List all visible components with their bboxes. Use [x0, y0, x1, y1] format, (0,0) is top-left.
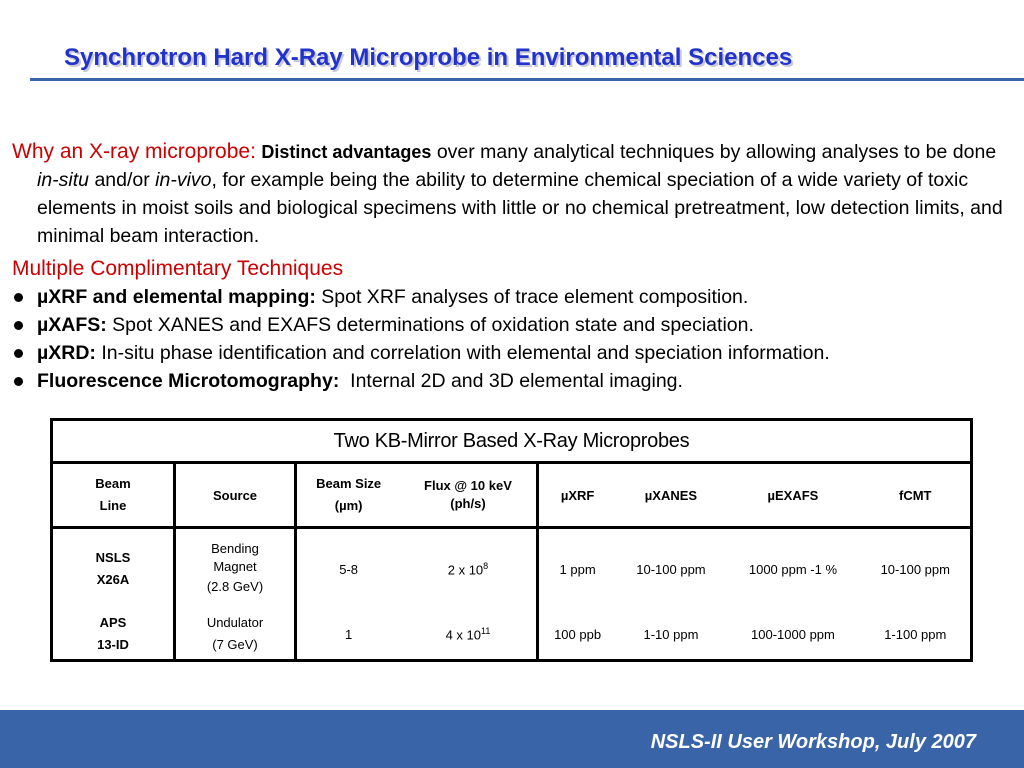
cell-source — [175, 528, 296, 610]
list-item — [12, 311, 1012, 339]
cell-flux-exponent: 11 — [481, 625, 491, 636]
cell-beam-line — [52, 609, 175, 661]
cell-source-2: (7 GeV) — [212, 637, 258, 652]
cell-uexafs: 1000 ppm -1 % — [748, 561, 838, 577]
intro-text-2: and/or — [89, 169, 156, 191]
cell-source-1: Undulator — [206, 615, 264, 630]
cell-uexafs: 100-1000 ppm — [751, 626, 835, 642]
cell-beam-line-1: APS — [99, 615, 127, 630]
cell-beam-line-1: NSLS — [95, 550, 131, 565]
title-underline — [30, 78, 1024, 81]
table-caption: Two KB-Mirror Based X-Ray Microprobes — [52, 420, 972, 463]
technique-label: µXRF and elemental mapping: — [37, 286, 316, 308]
header-source: Source — [175, 463, 296, 528]
list-item — [12, 339, 1012, 367]
techniques-heading: Multiple Complimentary Techniques — [12, 257, 344, 280]
cell-source-1: Bending — [211, 541, 259, 556]
footer-bar — [0, 710, 1024, 768]
header-uxanes: µXANES — [617, 463, 726, 528]
header-beam-size — [296, 463, 401, 528]
header-beam-size-1: Beam Size — [316, 476, 382, 491]
cell-source-2: Magnet — [213, 559, 257, 574]
intro-paragraph — [12, 138, 1012, 250]
technique-text: Internal 2D and 3D elemental imaging. — [339, 370, 683, 392]
cell-fcmt: 10-100 ppm — [880, 561, 950, 577]
slide-body — [12, 138, 1012, 395]
cell-beam-size: 1 — [345, 626, 353, 642]
cell-beam-size: 5-8 — [339, 561, 359, 577]
table-header-row — [52, 463, 972, 528]
cell-flux — [400, 528, 537, 610]
technique-label: µXRD: — [37, 342, 96, 364]
technique-label: µXAFS: — [37, 314, 107, 336]
cell-beam-line — [52, 528, 175, 610]
technique-text: Spot XRF analyses of trace element composition. — [315, 286, 749, 308]
intro-italic-1: in-situ — [37, 169, 90, 191]
bullet-icon — [14, 349, 23, 358]
cell-beam-line-2: 13-ID — [97, 637, 129, 652]
intro-lead: Why an X-ray microprobe: — [12, 140, 256, 163]
intro-text-1: over many analytical techniques by allowing analyses to be done — [431, 141, 997, 163]
bullet-icon — [14, 321, 23, 330]
list-item — [12, 367, 1012, 395]
cell-flux — [400, 609, 537, 661]
technique-text: Spot XANES and EXAFS determinations of oxidation state and speciation. — [106, 314, 754, 336]
header-uexafs: µEXAFS — [725, 463, 860, 528]
cell-uxanes: 10-100 ppm — [636, 561, 706, 577]
table-row — [52, 609, 972, 661]
cell-uxrf: 100 ppb — [537, 609, 616, 661]
bullet-icon — [14, 377, 23, 386]
cell-fcmt: 1-100 ppm — [884, 626, 947, 642]
bullet-icon — [14, 293, 23, 302]
cell-uxanes: 1-10 ppm — [643, 626, 699, 642]
technique-label: Fluorescence Microtomography: — [37, 370, 340, 392]
cell-beam-line-2: X26A — [96, 572, 130, 587]
intro-italic-2: in-vivo — [155, 169, 212, 191]
header-beam-line-2: Line — [99, 498, 127, 513]
cell-flux-base: 2 x 10 — [447, 562, 484, 578]
cell-uxrf: 1 ppm — [537, 528, 616, 610]
header-beam-size-2: (µm) — [334, 498, 363, 513]
cell-flux-exponent: 8 — [483, 560, 489, 571]
cell-source-3: (2.8 GeV) — [206, 579, 264, 594]
list-item — [12, 283, 1012, 311]
microprobe-table — [50, 418, 973, 662]
header-beam-line-1: Beam — [95, 476, 131, 491]
header-flux-2: (ph/s) — [450, 496, 486, 511]
header-uxrf: µXRF — [537, 463, 616, 528]
header-flux — [400, 463, 537, 528]
intro-text-3: , for example being the ability to determine chemical speciation of a wide variety of toxic elements in moist soils and biological specimens with little or no chemical pretreatment, low detection limits, and minimal beam interaction. — [37, 169, 1003, 247]
technique-text: In-situ phase identification and correlation with elemental and speciation information. — [95, 342, 830, 364]
header-beam-line — [52, 463, 175, 528]
footer-text: NSLS-II User Workshop, July 2007 — [650, 731, 976, 753]
header-flux-1: Flux @ 10 keV — [424, 478, 512, 493]
page-title: Synchrotron Hard X-Ray Microprobe in Environmental Sciences — [64, 44, 793, 71]
intro-bold: Distinct advantages — [261, 142, 432, 162]
table-row — [52, 528, 972, 610]
table-caption-row — [52, 420, 972, 463]
cell-source — [175, 609, 296, 661]
header-fcmt: fCMT — [861, 463, 972, 528]
techniques-list — [12, 283, 1012, 395]
cell-flux-base: 4 x 10 — [445, 627, 481, 643]
